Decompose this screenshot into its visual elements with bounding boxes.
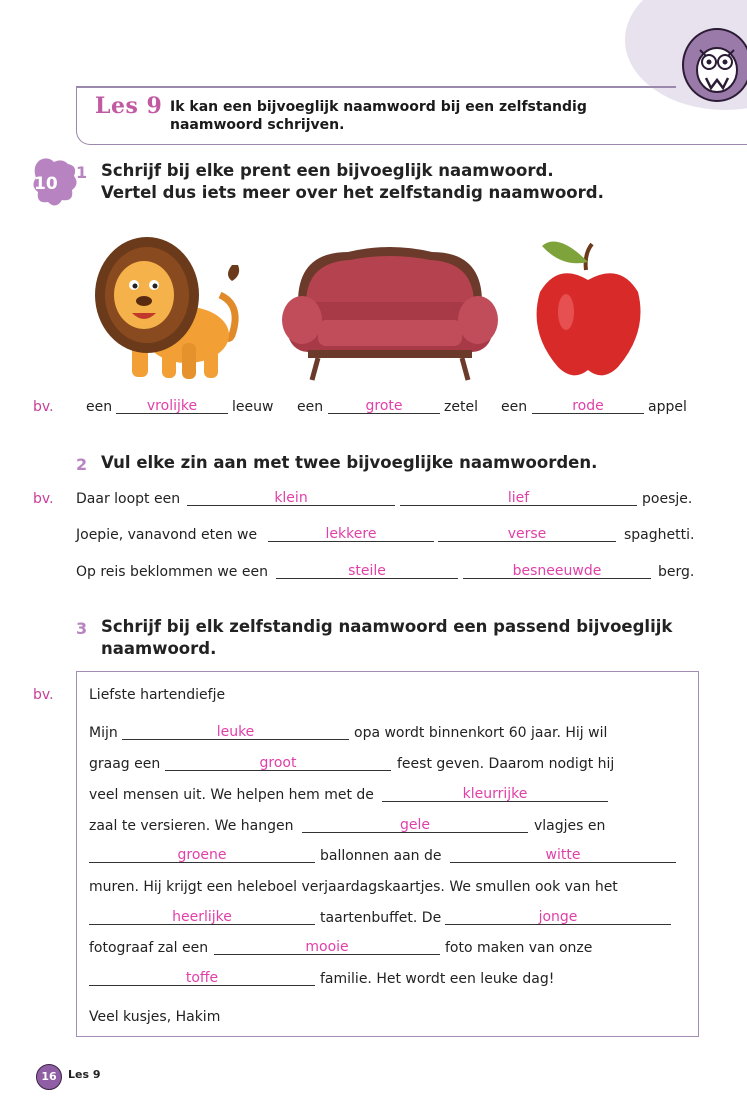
exercise2-number: 2 (76, 455, 88, 474)
exercise1-item2-answer: grote (365, 398, 403, 414)
exercise2-row1-start: Daar loopt een (76, 491, 181, 507)
exercise2-row1-answer1: klein (274, 490, 308, 506)
exercise1-instruction-line2: Vertel dus iets meer over het zelfstandig naamwoord. (101, 183, 604, 202)
exercise2-row1-blank2[interactable] (400, 489, 637, 506)
letter-line1-answer: leuke (216, 724, 255, 740)
exercise2-row1-end: poesje. (642, 491, 693, 507)
footer-label: Les 9 (68, 1068, 101, 1081)
exercise2-row3-answer2: besneeuwde (512, 563, 602, 579)
exercise1-item3-blank[interactable] (532, 397, 644, 414)
letter-line2-answer: groot (259, 755, 297, 771)
exercise3-bv: bv. (33, 687, 54, 703)
exercise2-row1-blank1[interactable] (187, 489, 395, 506)
exercise2-row2-answer1: lekkere (325, 526, 377, 542)
letter-line6: muren. Hij krijgt een heleboel verjaardagskaartjes. We smullen ook van het (89, 879, 618, 895)
exercise1-item2-noun: zetel (444, 399, 478, 415)
exercise1-item1-prefix: een (86, 399, 113, 415)
letter-line2-blank[interactable] (165, 754, 391, 771)
couch-image (278, 242, 502, 382)
letter-line4-blank[interactable] (302, 816, 528, 833)
lesson-label: Les 9 (95, 93, 163, 119)
exercise3-instruction (101, 616, 672, 660)
letter-line7-blank1[interactable] (89, 908, 315, 925)
exercise1-item1-answer: vrolijke (146, 398, 198, 414)
letter-line9-end: familie. Het wordt een leuke dag! (320, 971, 555, 987)
lion-image (92, 225, 264, 385)
exercise1-bv: bv. (33, 399, 54, 415)
exercise1-item1-noun: leeuw (232, 399, 274, 415)
page-number-badge: 16 (36, 1064, 62, 1090)
letter-line8-blank[interactable] (214, 938, 440, 955)
exercise1-item1-blank[interactable] (116, 397, 228, 414)
letter-line7-blank2[interactable] (445, 908, 671, 925)
exercise1-item2-blank[interactable] (328, 397, 440, 414)
exercise1-item2-prefix: een (297, 399, 324, 415)
letter-line4-answer: gele (399, 817, 430, 833)
letter-line3-answer: kleurrijke (462, 786, 528, 802)
exercise2-row2-end: spaghetti. (624, 527, 695, 543)
letter-line9-answer: toffe (185, 970, 219, 986)
exercise1-number: 1 (76, 163, 88, 182)
exercise1-item3-prefix: een (501, 399, 528, 415)
exercise2-row3-start: Op reis beklommen we een (76, 564, 268, 580)
letter-line4-start: zaal te versieren. We hangen (89, 818, 294, 834)
letter-line5-mid: ballonnen aan de (320, 848, 442, 864)
exercise2-row1-answer2: lief (507, 490, 530, 506)
lesson-title-line1: Ik kan een bijvoeglijk naamwoord bij een zelfstandig (170, 99, 587, 115)
apple-image (528, 232, 650, 382)
exercise2-row3-blank1[interactable] (276, 562, 458, 579)
exercise3-instruction-line2: naamwoord. (101, 639, 217, 658)
exercise2-row2-blank2[interactable] (438, 525, 616, 542)
exercise1-item3-answer: rode (572, 398, 604, 414)
letter-line5-answer2: witte (545, 847, 581, 863)
letter-line8-answer: mooie (305, 939, 349, 955)
letter-line2-end: feest geven. Daarom nodigt hij (397, 756, 615, 772)
letter-line8-end: foto maken van onze (445, 940, 593, 956)
letter-line5-blank1[interactable] (89, 846, 315, 863)
letter-closing: Veel kusjes, Hakim (89, 1009, 221, 1025)
letter-line8-start: fotograaf zal een (89, 940, 209, 956)
letter-line7-answer2: jonge (538, 909, 578, 925)
exercise1-instruction-line1: Schrijf bij elke prent een bijvoeglijk naamwoord. (101, 161, 554, 180)
letter-line7-answer1: heerlijke (172, 909, 232, 925)
letter-line1-start: Mijn (89, 725, 118, 741)
letter-line5-blank2[interactable] (450, 846, 676, 863)
letter-line3-blank[interactable] (382, 785, 608, 802)
exercise3-instruction-line1: Schrijf bij elk zelfstandig naamwoord een passend bijvoeglijk (101, 617, 673, 636)
exercise1-instruction (101, 160, 604, 204)
exercise2-row3-end: berg. (658, 564, 695, 580)
letter-line5-answer1: groene (177, 847, 227, 863)
letter-line1-blank[interactable] (122, 723, 349, 740)
exercise2-instruction: Vul elke zin aan met twee bijvoeglijke naamwoorden. (101, 453, 598, 472)
exercise1-item3-noun: appel (648, 399, 687, 415)
exercise2-row2-answer2: verse (507, 526, 547, 542)
letter-line1-end: opa wordt binnenkort 60 jaar. Hij wil (354, 725, 608, 741)
exercise2-row3-blank2[interactable] (463, 562, 651, 579)
letter-greeting: Liefste hartendiefje (89, 687, 226, 703)
letter-line3-start: veel mensen uit. We helpen hem met de (89, 787, 374, 803)
exercise3-number: 3 (76, 619, 88, 638)
exercise2-row2-blank1[interactable] (268, 525, 434, 542)
exercise2-row2-start: Joepie, vanavond eten we (76, 527, 258, 543)
letter-line9-blank[interactable] (89, 969, 315, 986)
lesson-number: 10 (34, 174, 58, 194)
lesson-title (170, 98, 587, 134)
exercise2-row3-answer1: steile (348, 563, 386, 579)
exercise2-bv: bv. (33, 491, 54, 507)
letter-line4-end: vlagjes en (534, 818, 606, 834)
letter-line2-start: graag een (89, 756, 161, 772)
lesson-title-line2: naamwoord schrijven. (170, 117, 345, 133)
letter-line7-mid: taartenbuffet. De (320, 910, 442, 926)
